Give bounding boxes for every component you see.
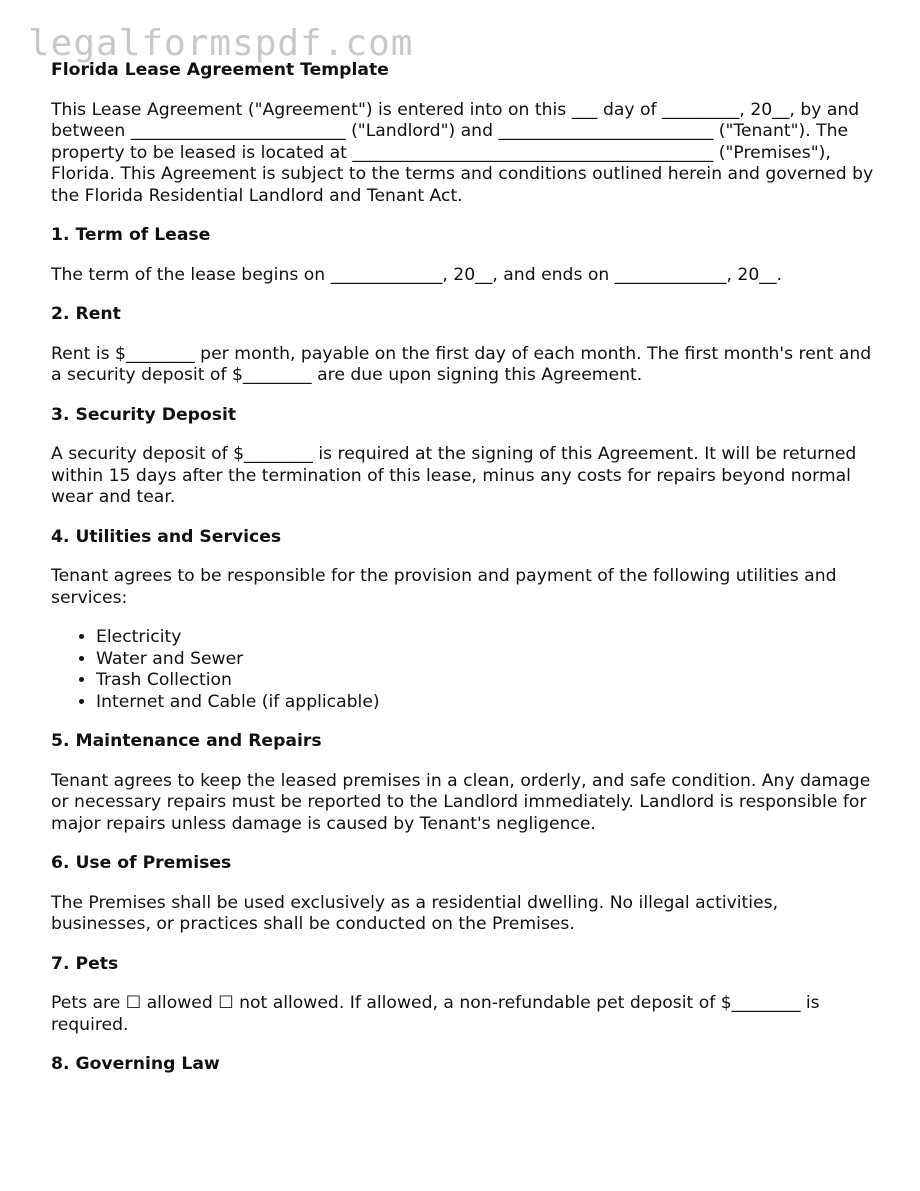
section-text-pets: Pets are ☐ allowed ☐ not allowed. If allowed, a non-refundable pet deposit of $________ is required. xyxy=(51,993,820,1035)
intro-paragraph: This Lease Agreement ("Agreement") is entered into on this ___ day of _________, 20__, by and between _________________________ ("Landlord") and _________________________ ("Tenant"). The property to be leased is located at __________________________________________ ("Premises"), Florida. This Agreement is subject to the terms and conditions outlined herein and governed by the Florida Residential Landlord and Tenant Act. xyxy=(51,99,874,206)
section-text-utilities: Tenant agrees to be responsible for the provision and payment of the following utilities and services: xyxy=(51,566,837,608)
section-text-deposit: A security deposit of $________ is required at the signing of this Agreement. It will be returned within 15 days after the termination of this lease, minus any costs for repairs beyond normal wear and tear. xyxy=(51,444,857,507)
document-body xyxy=(51,60,881,1094)
list-item: • Electricity xyxy=(96,627,881,649)
section-heading-pets: 7. Pets xyxy=(51,953,119,974)
section-text-maintenance: Tenant agrees to keep the leased premises in a clean, orderly, and safe condition. Any damage or necessary repairs must be reported to the Landlord immediately. Landlord is responsible for major repairs unless damage is caused by Tenant's negligence. xyxy=(51,770,871,834)
section-text-rent: Rent is $________ per month, payable on the first day of each month. The first month's rent and a security deposit of $________ are due upon signing this Agreement. xyxy=(51,343,872,385)
section-text-use: The Premises shall be used exclusively as a residential dwelling. No illegal activities, businesses, or practices shall be conducted on the Premises. xyxy=(51,892,779,934)
section-heading-maintenance: 5. Maintenance and Repairs xyxy=(51,731,322,751)
list-item: • Water and Sewer xyxy=(96,649,881,671)
section-heading-law: 8. Governing Law xyxy=(51,1054,220,1074)
document-title: Florida Lease Agreement Template xyxy=(51,60,389,80)
section-heading-deposit: 3. Security Deposit xyxy=(51,404,237,425)
section-text-term: The term of the lease begins on _____________, 20__, and ends on _____________, 20__. xyxy=(51,264,782,285)
section-heading-term: 1. Term of Lease xyxy=(51,225,211,245)
watermark: legalformspdf.com xyxy=(28,23,414,64)
section-heading-use: 6. Use of Premises xyxy=(51,853,232,873)
list-item: • Internet and Cable (if applicable) xyxy=(96,692,881,714)
list-item: • Trash Collection xyxy=(96,670,881,692)
utilities-list xyxy=(51,627,881,713)
section-heading-utilities: 4. Utilities and Services xyxy=(51,526,282,547)
section-heading-rent: 2. Rent xyxy=(51,304,121,324)
